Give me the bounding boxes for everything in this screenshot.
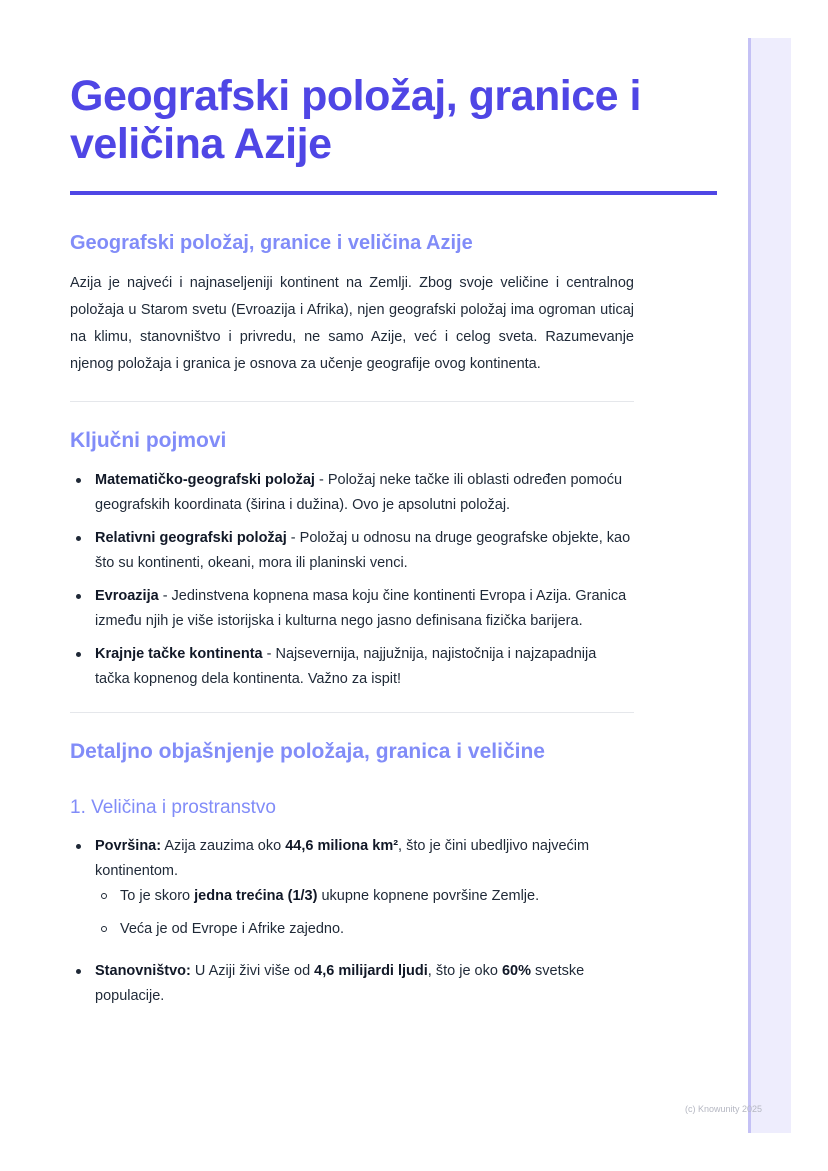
side-panel (748, 38, 791, 1133)
sub-list-item (95, 884, 634, 909)
term-definition: - Položaj u odnosu na druge geografske objekte, kao što su kontinenti, okeani, mora ili planinski venci. (95, 530, 631, 571)
section-divider (70, 401, 634, 402)
key-terms-list (70, 468, 634, 692)
copyright-footer: (c) Knowunity 2025 (685, 1104, 763, 1114)
list-item-population (70, 959, 634, 1009)
population-value: 4,6 milijardi ljudi (314, 963, 428, 979)
term-label: Matematičko-geografski položaj (95, 472, 315, 488)
intro-paragraph: Azija je najveći i najnaseljeniji kontinent na Zemlji. Zbog svoje veličine i centralnog položaja u Starom svetu (Evroazija i Afrika), njen geografski položaj ima ogroman uticaj na klimu, stanovništvo i privredu, ne samo Azije, već i celog sveta. Razumevanje njenog položaja i granica je osnova za učenje geografije ovog kontinenta. (70, 275, 634, 372)
term-definition: - Najsevernija, najjužnija, najistočnija i najzapadnija tačka kopnenog dela kontinenta. Važno za ispit! (95, 646, 597, 687)
list-item (70, 584, 634, 634)
list-item (70, 526, 634, 576)
population-text: U Aziji živi više od (190, 963, 315, 979)
population-label: Stanovništvo: (95, 963, 191, 979)
document-content (70, 228, 634, 1009)
list-item-area (70, 834, 634, 942)
sub-item-text: Veća je od Evrope i Afrike zajedno. (120, 921, 345, 937)
term-label: Krajnje tačke kontinenta (95, 646, 263, 662)
section-divider (70, 712, 634, 713)
area-label: Površina: (95, 838, 162, 854)
sub-item-bold: jedna trećina (1/3) (194, 888, 318, 904)
page-title: Geografski položaj, granice i veličina Azije (70, 72, 641, 168)
term-definition: - Položaj neke tačke ili oblasti određen pomoću geografskih koordinata (širina i dužina). Ovo je apsolutni položaj. (95, 472, 623, 513)
population-percent: 60% (501, 963, 531, 979)
details-section (70, 737, 634, 1009)
subsection-heading: 1. Veličina i prostranstvo (70, 797, 276, 818)
term-label: Relativni geografski položaj (95, 530, 287, 546)
area-text: Azija zauzima oko (161, 838, 286, 854)
key-terms-section (70, 426, 634, 692)
sub-item-text: To je skoro (120, 888, 195, 904)
sub-list-item (95, 917, 634, 942)
key-terms-heading: Ključni pojmovi (70, 429, 227, 452)
sub-item-text: ukupne kopnene površine Zemlje. (317, 888, 540, 904)
list-item (70, 642, 634, 692)
term-label: Evroazija (95, 588, 159, 604)
area-value: 44,6 miliona km² (285, 838, 399, 854)
intro-section (70, 228, 634, 378)
population-text: , što je oko (427, 963, 502, 979)
size-list (70, 834, 634, 1009)
intro-heading: Geografski položaj, granice i veličina Azije (70, 232, 473, 254)
area-text: , što je čini ubedljivo najvećim kontinentom. (95, 838, 590, 879)
term-definition: - Jedinstvena kopnena masa koju čine kontinenti Evropa i Azija. Granica između njih je više istorijska i kulturna nego jasno definisana fizička barijera. (95, 588, 627, 629)
details-heading: Detaljno objašnjenje položaja, granica i veličine (70, 740, 545, 763)
area-sublist (95, 884, 634, 942)
list-item (70, 468, 634, 518)
title-underline (70, 191, 717, 195)
population-text: svetske populacije. (95, 963, 585, 1004)
